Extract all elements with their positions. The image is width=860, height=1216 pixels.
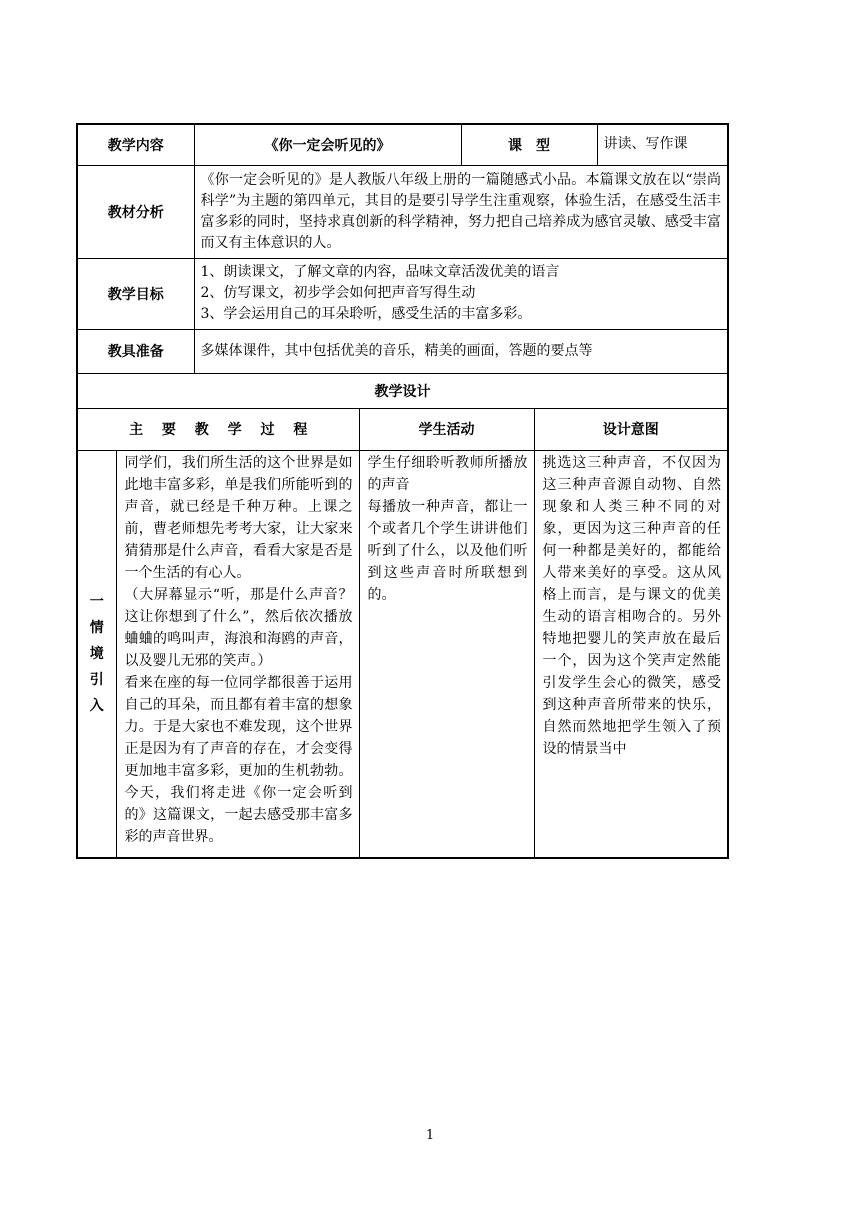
student-paragraph: 每播放一种声音，都让一个或者几个学生讲讲他们听到了什么，以及他们听到这些声音时所联想到的。 [367, 498, 528, 603]
goal-item: 1、朗读课文，了解文章的内容，品味文章活泼优美的语言 [200, 264, 560, 280]
tools-label: 教具准备 [77, 329, 194, 373]
step-label-char: 一 [89, 593, 104, 610]
step-label-char: 入 [89, 697, 104, 714]
step-label [77, 450, 116, 858]
intent-column-header: 设计意图 [534, 408, 728, 450]
goal-item: 3、学会运用自己的耳朵聆听，感受生活的丰富多彩。 [200, 306, 532, 322]
design-heading-row [77, 373, 728, 408]
design-columns-row [77, 408, 728, 450]
content-label: 教学内容 [77, 124, 194, 165]
type-label: 课 型 [461, 124, 597, 165]
student-column-header: 学生活动 [359, 408, 534, 450]
analysis-label: 教材分析 [77, 165, 194, 258]
step-label-char: 情 [89, 619, 104, 636]
goals-row [77, 258, 728, 329]
analysis-text: 《你一定会听见的》是人教版八年级上册的一篇随感式小品。本篇课文放在以“崇尚科学”为主题的第四单元，其目的是要引导学生注重观察，体验生活，在感受生活丰富多彩的同时，坚持求真创新的科学精神，努力把自己培养成为感官灵敏、感受丰富而又有主体意识的人。 [194, 165, 728, 258]
process-column-header: 主 要 教 学 过 程 [77, 408, 359, 450]
header-row [77, 124, 728, 165]
process-text [116, 450, 359, 858]
process-paragraph: 同学们，我们所生活的这个世界是如此地丰富多彩，单是我们所能听到的声音，就已经是千种万种。上课之前，曹老师想先考考大家，让大家来猜猜那是什么声音，看看大家是否是一个生活的有心人。 [124, 454, 353, 581]
goals-label: 教学目标 [77, 258, 194, 329]
student-paragraph: 学生仔细聆听教师所播放的声音 [367, 454, 528, 493]
analysis-row [77, 165, 728, 258]
step-label-char: 引 [89, 671, 104, 688]
design-heading: 教学设计 [77, 373, 728, 408]
goal-item: 2、仿写课文，初步学会如何把声音写得生动 [200, 285, 476, 301]
step-label-char: 境 [89, 645, 104, 662]
step-row [77, 450, 728, 858]
process-paragraph: （大屏幕显示“听，那是什么声音？这让你想到了什么”，然后依次播放蛐蛐的鸣叫声，海浪和海鸥的声音，以及婴儿无邪的笑声。） [124, 586, 353, 669]
lesson-plan-table [76, 123, 729, 859]
goals-list [194, 258, 728, 329]
process-paragraph: 看来在座的每一位同学都很善于运用自己的耳朵，而且都有着丰富的想象力。于是大家也不难发现，这个世界正是因为有了声音的存在，才会变得更加地丰富多彩，更加的生机勃勃。今天，我们将走进《你一定会听到的》这篇课文，一起去感受那丰富多彩的声音世界。 [124, 674, 353, 845]
tools-text: 多媒体课件，其中包括优美的音乐，精美的画面，答题的要点等 [194, 329, 728, 373]
type-value: 讲读、写作课 [597, 124, 728, 165]
student-activity-text [359, 450, 534, 858]
design-intent-text: 挑选这三种声音，不仅因为这三种声音源自动物、自然现象和人类三种不同的对象，更因为这三种声音的任何一种都是美好的，都能给人带来美好的享受。这从风格上而言，是与课文的优美生动的语言相吻合的。另外特地把婴儿的笑声放在最后一个，因为这个笑声定然能引发学生会心的微笑，感受到这种声音所带来的快乐，自然而然地把学生领入了预设的情景当中 [534, 450, 728, 858]
page-number: 1 [425, 1128, 435, 1143]
tools-row [77, 329, 728, 373]
lesson-title: 《你一定会听见的》 [194, 124, 461, 165]
